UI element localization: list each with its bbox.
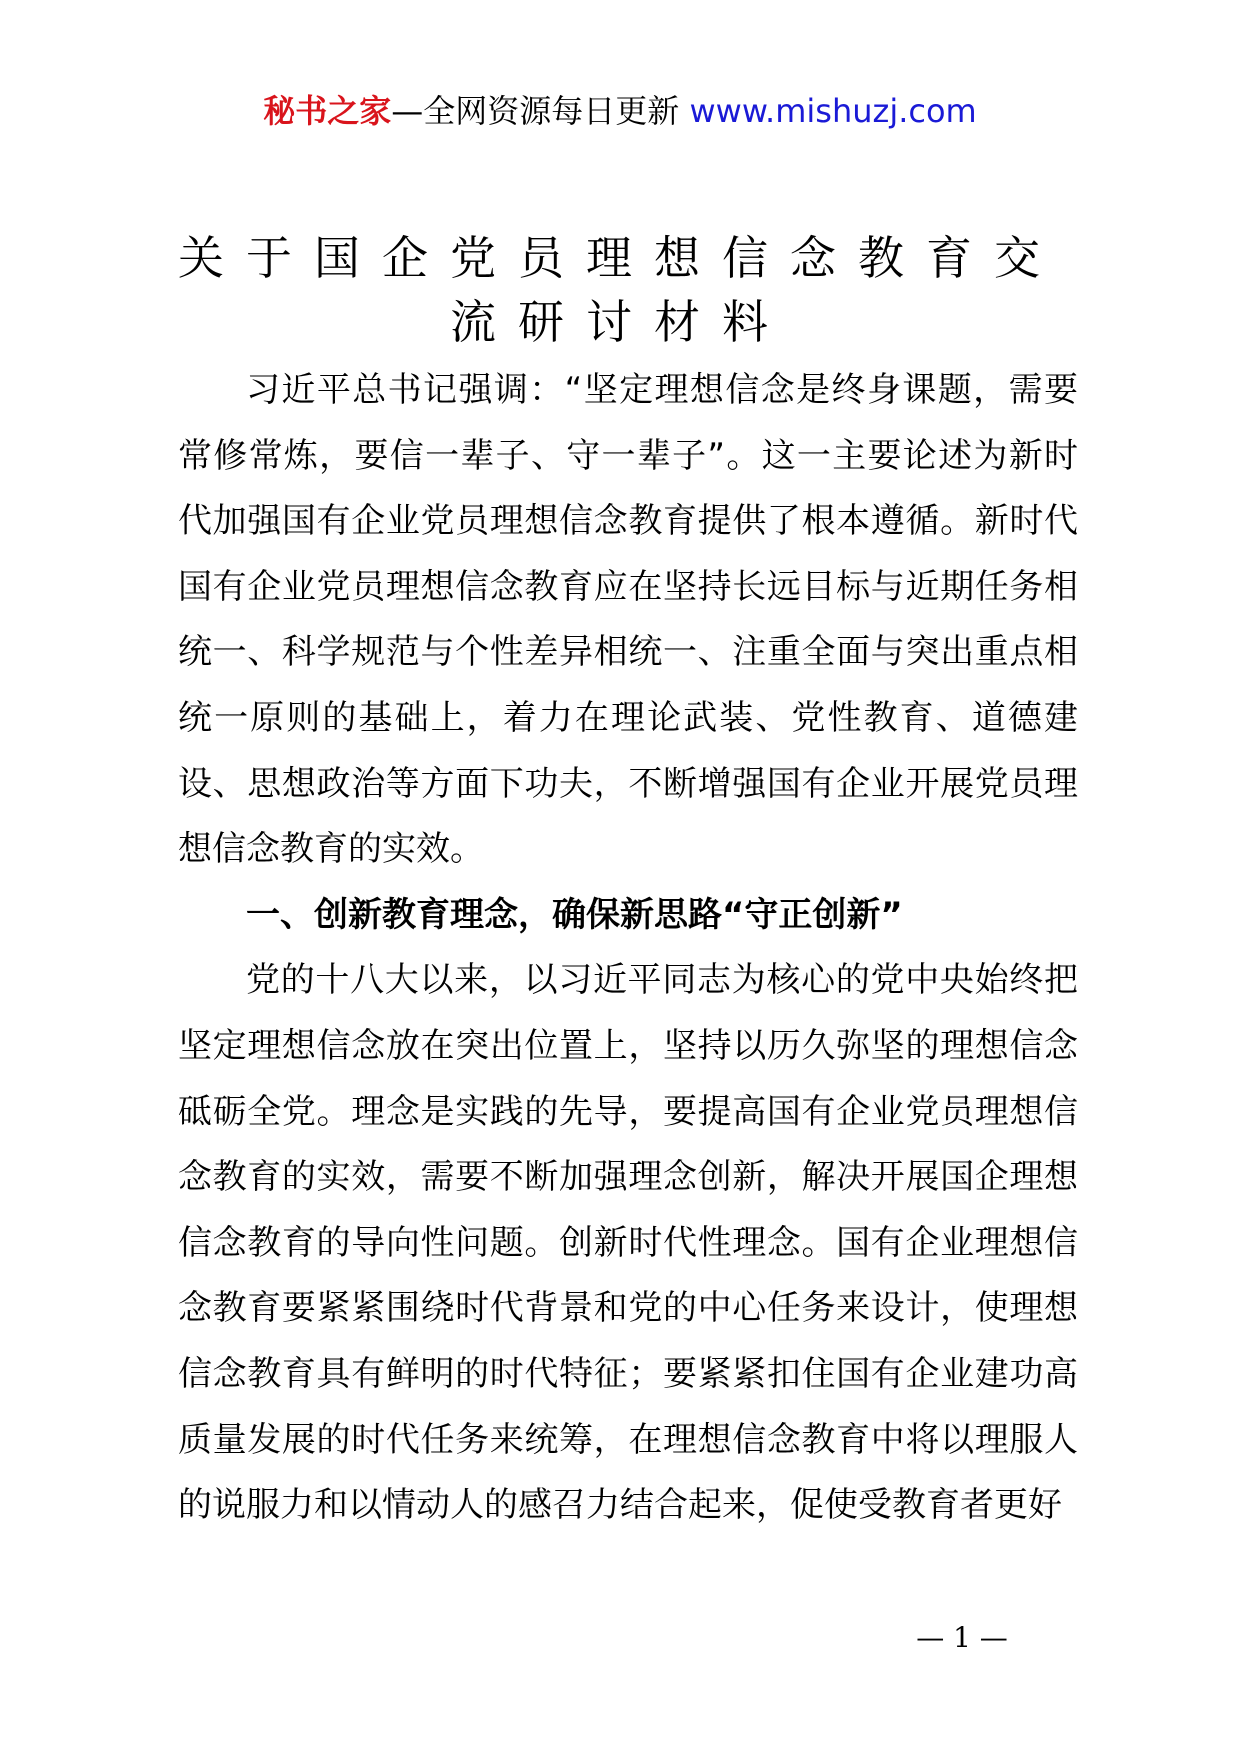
document-body [178, 358, 1078, 1539]
page-number: — 1 — [916, 1621, 1008, 1654]
banner-tagline: —全网资源每日更新 [391, 92, 680, 130]
site-url-link[interactable]: www.mishuzj.com [689, 92, 977, 130]
paragraph-intro: 习近平总书记强调：“坚定理想信念是终身课题，需要常修常炼，要信一辈子、守一辈子”。这一主要论述为新时代加强国有企业党员理想信念教育提供了根本遵循。新时代国有企业党员理想信念教育应在坚持长远目标与近期任务相统一、科学规范与个性差异相统一、注重全面与突出重点相统一原则的基础上，着力在理论武装、党性教育、道德建设、思想政治等方面下功夫，不断增强国有企业开展党员理想信念教育的实效。 [178, 370, 1078, 870]
site-banner [0, 86, 1240, 136]
title-line-2: 流研讨材料 [450, 295, 790, 349]
paragraph-section-1: 党的十八大以来，以习近平同志为核心的党中央始终把坚定理想信念放在突出位置上，坚持以历久弥坚的理想信念砥砺全党。理念是实践的先导，要提高国有企业党员理想信念教育的实效，需要不断加强理念创新，解决开展国企理想信念教育的导向性问题。创新时代性理念。国有企业理想信念教育要紧紧围绕时代背景和党的中心任务来设计，使理想信念教育具有鲜明的时代特征；要紧紧扣住国有企业建功高质量发展的时代任务来统筹，在理想信念教育中将以理服人的说服力和以情动人的感召力结合起来，促使受教育者更好 [178, 960, 1078, 1526]
document-title [170, 226, 1070, 354]
section-heading-1: 一、创新教育理念，确保新思路“守正创新” [246, 894, 903, 935]
title-line-1: 关于国企党员理想信念教育交 [178, 231, 1062, 285]
brand-name: 秘书之家 [263, 92, 392, 130]
